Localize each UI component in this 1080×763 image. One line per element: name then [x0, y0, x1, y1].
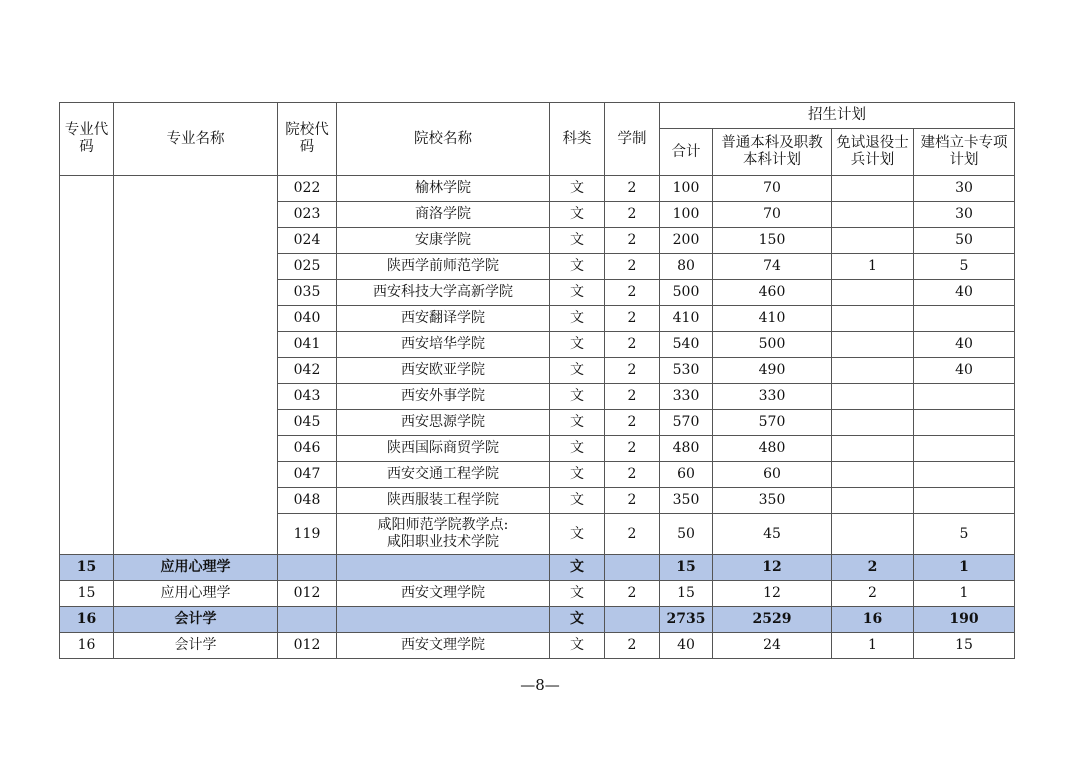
table-row — [60, 633, 1015, 659]
school-code — [278, 607, 337, 633]
header-school-name: 院校名称 — [337, 103, 550, 176]
school-code: 023 — [278, 202, 337, 228]
plan-regular: 570 — [713, 410, 832, 436]
school-code: 042 — [278, 358, 337, 384]
plan-regular: 410 — [713, 306, 832, 332]
page-number: —8— — [520, 676, 560, 694]
duration: 2 — [605, 280, 660, 306]
duration: 2 — [605, 488, 660, 514]
school-name-line: 咸阳师范学院教学点: — [377, 517, 509, 533]
plan-veteran — [832, 514, 914, 555]
category: 文 — [550, 633, 605, 659]
plan-veteran — [832, 462, 914, 488]
school-name: 陕西服装工程学院 — [337, 488, 550, 514]
plan-regular: 2529 — [713, 607, 832, 633]
header-category: 科类 — [550, 103, 605, 176]
plan-poverty — [914, 488, 1015, 514]
plan-regular: 460 — [713, 280, 832, 306]
duration: 2 — [605, 176, 660, 202]
duration — [605, 607, 660, 633]
plan-total: 570 — [660, 410, 713, 436]
plan-veteran — [832, 488, 914, 514]
plan-poverty: 1 — [914, 581, 1015, 607]
plan-poverty — [914, 410, 1015, 436]
plan-total: 540 — [660, 332, 713, 358]
plan-veteran: 2 — [832, 555, 914, 581]
category: 文 — [550, 436, 605, 462]
header-duration: 学制 — [605, 103, 660, 176]
school-name — [337, 514, 550, 555]
school-name: 西安科技大学高新学院 — [337, 280, 550, 306]
category: 文 — [550, 228, 605, 254]
plan-poverty: 1 — [914, 555, 1015, 581]
major-summary-row — [60, 607, 1015, 633]
category: 文 — [550, 581, 605, 607]
plan-regular: 490 — [713, 358, 832, 384]
school-name — [337, 555, 550, 581]
category: 文 — [550, 555, 605, 581]
table-row — [60, 176, 1015, 202]
plan-total: 480 — [660, 436, 713, 462]
header-veteran: 免试退役士兵计划 — [832, 129, 914, 176]
plan-total: 2735 — [660, 607, 713, 633]
table-body — [60, 176, 1015, 659]
duration: 2 — [605, 384, 660, 410]
school-code: 045 — [278, 410, 337, 436]
plan-veteran — [832, 358, 914, 384]
duration: 2 — [605, 202, 660, 228]
header-school-code: 院校代码 — [278, 103, 337, 176]
major-name: 会计学 — [114, 607, 278, 633]
plan-regular: 70 — [713, 176, 832, 202]
duration: 2 — [605, 254, 660, 280]
duration: 2 — [605, 332, 660, 358]
duration: 2 — [605, 633, 660, 659]
header-major-name: 专业名称 — [114, 103, 278, 176]
plan-veteran — [832, 228, 914, 254]
duration: 2 — [605, 228, 660, 254]
school-code: 043 — [278, 384, 337, 410]
header-major-code: 专业代码 — [60, 103, 114, 176]
plan-regular: 350 — [713, 488, 832, 514]
category: 文 — [550, 306, 605, 332]
table-row — [60, 581, 1015, 607]
category: 文 — [550, 176, 605, 202]
plan-poverty — [914, 462, 1015, 488]
plan-regular: 60 — [713, 462, 832, 488]
school-code: 041 — [278, 332, 337, 358]
plan-veteran — [832, 280, 914, 306]
school-name: 商洛学院 — [337, 202, 550, 228]
plan-poverty: 40 — [914, 358, 1015, 384]
major-name: 应用心理学 — [114, 581, 278, 607]
duration — [605, 555, 660, 581]
plan-total: 530 — [660, 358, 713, 384]
category: 文 — [550, 358, 605, 384]
plan-veteran — [832, 384, 914, 410]
plan-total: 350 — [660, 488, 713, 514]
merged-major-name-cell — [114, 176, 278, 555]
plan-veteran: 2 — [832, 581, 914, 607]
duration: 2 — [605, 436, 660, 462]
plan-veteran: 16 — [832, 607, 914, 633]
school-name: 西安文理学院 — [337, 581, 550, 607]
plan-total: 100 — [660, 202, 713, 228]
enrollment-plan-table — [59, 102, 1015, 659]
plan-total: 200 — [660, 228, 713, 254]
category: 文 — [550, 607, 605, 633]
plan-total: 330 — [660, 384, 713, 410]
plan-regular: 330 — [713, 384, 832, 410]
school-code: 024 — [278, 228, 337, 254]
major-code: 15 — [60, 555, 114, 581]
plan-regular: 74 — [713, 254, 832, 280]
category: 文 — [550, 462, 605, 488]
plan-poverty: 40 — [914, 280, 1015, 306]
plan-poverty: 30 — [914, 176, 1015, 202]
plan-total: 15 — [660, 581, 713, 607]
plan-total: 50 — [660, 514, 713, 555]
duration: 2 — [605, 410, 660, 436]
plan-poverty: 190 — [914, 607, 1015, 633]
major-name: 应用心理学 — [114, 555, 278, 581]
major-code: 15 — [60, 581, 114, 607]
category: 文 — [550, 202, 605, 228]
school-code: 012 — [278, 581, 337, 607]
school-code: 025 — [278, 254, 337, 280]
major-summary-row — [60, 555, 1015, 581]
category: 文 — [550, 332, 605, 358]
plan-poverty: 15 — [914, 633, 1015, 659]
school-code: 035 — [278, 280, 337, 306]
table-header — [60, 103, 1015, 176]
school-name: 西安思源学院 — [337, 410, 550, 436]
school-code: 048 — [278, 488, 337, 514]
school-code: 119 — [278, 514, 337, 555]
plan-regular: 12 — [713, 581, 832, 607]
school-code — [278, 555, 337, 581]
duration: 2 — [605, 358, 660, 384]
plan-total: 80 — [660, 254, 713, 280]
plan-poverty — [914, 306, 1015, 332]
duration: 2 — [605, 462, 660, 488]
plan-regular: 12 — [713, 555, 832, 581]
major-code: 16 — [60, 633, 114, 659]
plan-veteran — [832, 410, 914, 436]
school-code: 040 — [278, 306, 337, 332]
duration: 2 — [605, 581, 660, 607]
header-poverty: 建档立卡专项计划 — [914, 129, 1015, 176]
plan-poverty: 30 — [914, 202, 1015, 228]
category: 文 — [550, 280, 605, 306]
plan-veteran — [832, 306, 914, 332]
school-name: 西安交通工程学院 — [337, 462, 550, 488]
merged-major-code-cell — [60, 176, 114, 555]
school-name: 西安文理学院 — [337, 633, 550, 659]
plan-veteran — [832, 176, 914, 202]
plan-total: 15 — [660, 555, 713, 581]
school-name: 西安欧亚学院 — [337, 358, 550, 384]
plan-total: 410 — [660, 306, 713, 332]
school-code: 047 — [278, 462, 337, 488]
plan-veteran — [832, 202, 914, 228]
plan-total: 100 — [660, 176, 713, 202]
plan-veteran — [832, 332, 914, 358]
school-name: 西安培华学院 — [337, 332, 550, 358]
category: 文 — [550, 410, 605, 436]
plan-regular: 70 — [713, 202, 832, 228]
plan-regular: 45 — [713, 514, 832, 555]
school-name-line: 咸阳职业技术学院 — [387, 534, 499, 550]
header-plan-group: 招生计划 — [660, 103, 1015, 129]
plan-poverty: 5 — [914, 254, 1015, 280]
plan-total: 40 — [660, 633, 713, 659]
school-name: 西安翻译学院 — [337, 306, 550, 332]
school-name — [337, 607, 550, 633]
plan-regular: 150 — [713, 228, 832, 254]
header-total: 合计 — [660, 129, 713, 176]
duration: 2 — [605, 306, 660, 332]
plan-veteran — [832, 436, 914, 462]
plan-regular: 480 — [713, 436, 832, 462]
plan-regular: 24 — [713, 633, 832, 659]
school-name: 陕西国际商贸学院 — [337, 436, 550, 462]
school-code: 046 — [278, 436, 337, 462]
school-code: 012 — [278, 633, 337, 659]
school-name: 陕西学前师范学院 — [337, 254, 550, 280]
school-code: 022 — [278, 176, 337, 202]
category: 文 — [550, 488, 605, 514]
header-regular: 普通本科及职教本科计划 — [713, 129, 832, 176]
plan-poverty: 40 — [914, 332, 1015, 358]
school-name: 安康学院 — [337, 228, 550, 254]
plan-veteran: 1 — [832, 633, 914, 659]
plan-regular: 500 — [713, 332, 832, 358]
major-code: 16 — [60, 607, 114, 633]
duration: 2 — [605, 514, 660, 555]
category: 文 — [550, 254, 605, 280]
school-name: 西安外事学院 — [337, 384, 550, 410]
category: 文 — [550, 514, 605, 555]
plan-poverty — [914, 436, 1015, 462]
plan-total: 500 — [660, 280, 713, 306]
school-name: 榆林学院 — [337, 176, 550, 202]
plan-total: 60 — [660, 462, 713, 488]
plan-poverty: 50 — [914, 228, 1015, 254]
plan-poverty — [914, 384, 1015, 410]
major-name: 会计学 — [114, 633, 278, 659]
plan-veteran: 1 — [832, 254, 914, 280]
plan-poverty: 5 — [914, 514, 1015, 555]
category: 文 — [550, 384, 605, 410]
